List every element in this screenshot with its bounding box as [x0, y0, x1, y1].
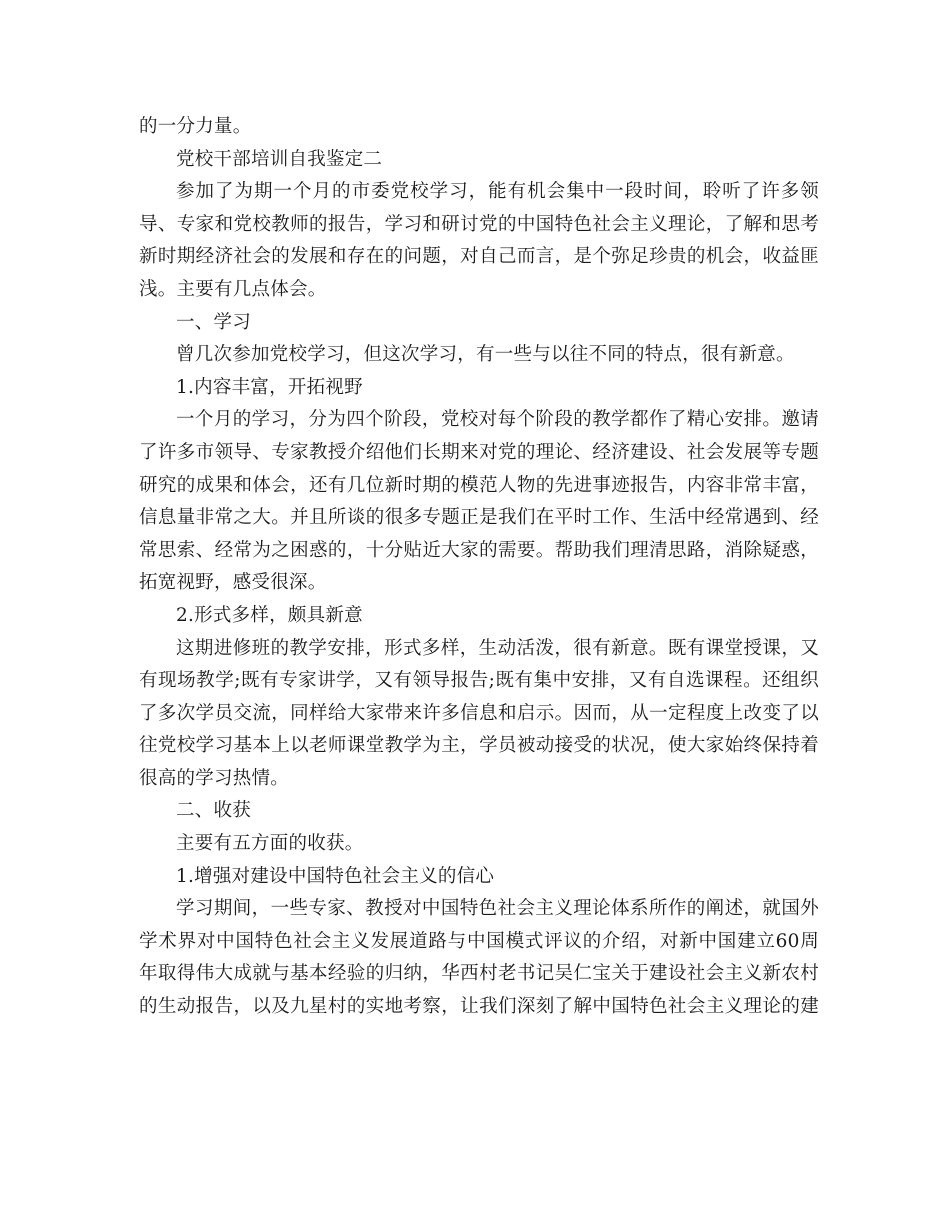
- paragraph-gains-intro: 主要有五方面的收获。: [176, 833, 364, 855]
- document-body: [139, 111, 819, 1024]
- subheading-content-rich: 1.内容丰富，开拓视野: [176, 376, 363, 398]
- heading-gains: 二、收获: [176, 800, 252, 822]
- paragraph-continuation: 的一分力量。: [139, 116, 252, 137]
- heading-study: 一、学习: [176, 311, 252, 333]
- section-title: 党校干部培训自我鉴定二: [176, 148, 383, 170]
- subheading-confidence: 1.增强对建设中国特色社会主义的信心: [176, 865, 495, 887]
- subheading-diverse-forms: 2.形式多样，颇具新意: [176, 604, 363, 626]
- paragraph-content-rich: 一个月的学习，分为四个阶段，党校对每个阶段的教学都作了精心安排。邀请了许多市领导、专家教授介绍他们长期来对党的理论、经济建设、社会发展等专题研究的成果和体会，还有几位新时期的模范人物的先进事迹报告，内容非常丰富，信息量非常之大。并且所谈的很多专题正是我们在平时工作、生活中经常遇到、经常思索、经常为之困惑的，十分贴近大家的需要。帮助我们理清思路，消除疑惑，拓宽视野，感受很深。: [139, 409, 819, 594]
- paragraph-study-intro: 曾几次参加党校学习，但这次学习，有一些与以往不同的特点，很有新意。: [176, 344, 795, 366]
- paragraph-intro: 参加了为期一个月的市委党校学习，能有机会集中一段时间，聆听了许多领导、专家和党校教师的报告，学习和研讨党的中国特色社会主义理论，了解和思考新时期经济社会的发展和存在的问题，对自己而言，是个弥足珍贵的机会，收益匪浅。主要有几点体会。: [139, 181, 819, 300]
- paragraph-confidence: 学习期间，一些专家、教授对中国特色社会主义理论体系所作的阐述，就国外学术界对中国特色社会主义发展道路与中国模式评议的介绍，对新中国建立60周年取得伟大成就与基本经验的归纳，华西村老书记吴仁宝关于建设社会主义新农村的生动报告，以及九星村的实地考察，让我们深刻了解中国特色社会主义理论的建: [139, 898, 819, 1018]
- paragraph-diverse-forms: 这期进修班的教学安排，形式多样，生动活泼，很有新意。既有课堂授课，又有现场教学;既有专家讲学，又有领导报告;既有集中安排，又有自选课程。还组织了多次学员交流，同样给大家带来许多信息和启示。因而，从一定程度上改变了以往党校学习基本上以老师课堂教学为主，学员被动接受的状况，使大家始终保持着很高的学习热情。: [139, 637, 819, 789]
